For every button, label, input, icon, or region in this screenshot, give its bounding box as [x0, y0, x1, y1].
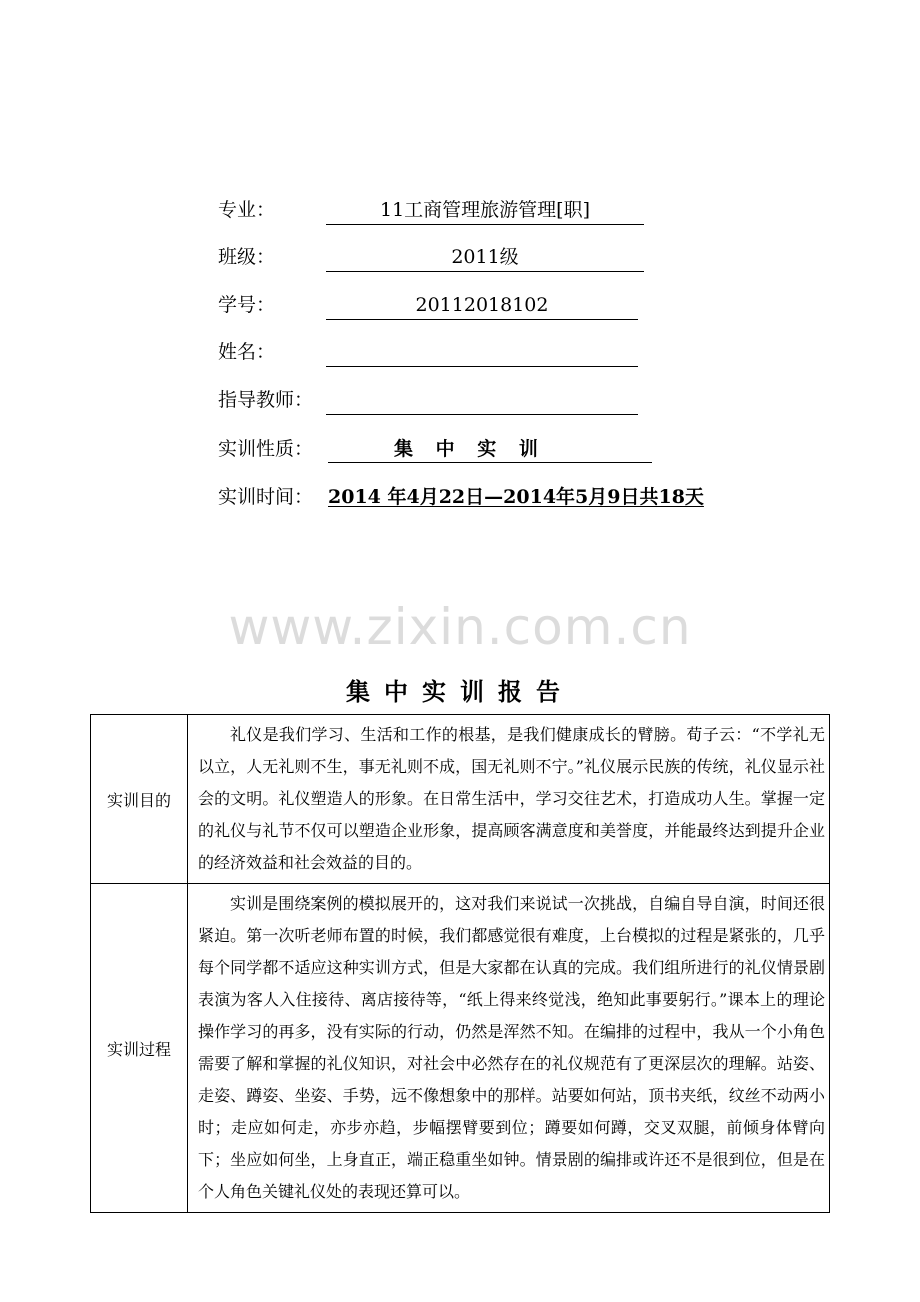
advisor-label: 指导教师：	[218, 389, 314, 411]
major-value: 11工商管理旅游管理[职]	[326, 195, 644, 225]
training-time-value: 2014 年4月22日—2014年5月9日共18天	[328, 486, 704, 508]
training-time-label: 实训时间：	[218, 486, 314, 508]
report-row-purpose	[91, 715, 830, 884]
purpose-text: 礼仪是我们学习、生活和工作的根基，是我们健康成长的臂膀。荀子云：“不学礼无以立，人无礼则不生，事无礼则不成，国无礼则不宁。”礼仪展示民族的传统，礼仪显示社会的文明。礼仪塑造人的形象。在日常生活中，学习交往艺术，打造成功人生。掌握一定的礼仪与礼节不仅可以塑造企业形象，提高顾客满意度和美誉度，并能最终达到提升企业的经济效益和社会效益的目的。	[188, 715, 830, 884]
purpose-label: 实训目的	[91, 715, 188, 884]
student-id-label: 学号：	[218, 294, 276, 316]
report-table	[90, 714, 830, 1213]
watermark: www.zixin.com.cn	[228, 598, 692, 656]
class-value: 2011级	[326, 242, 644, 272]
process-text: 实训是围绕案例的模拟展开的，这对我们来说试一次挑战，自编自导自演，时间还很紧迫。第一次听老师布置的时候，我们都感觉很有难度，上台模拟的过程是紧张的，几乎每个同学都不适应这种实训方式，但是大家都在认真的完成。我们组所进行的礼仪情景剧表演为客人入住接待、离店接待等，“纸上得来终觉浅，绝知此事要躬行。”课本上的理论操作学习的再多，没有实际的行动，仍然是浑然不知。在编排的过程中，我从一个小角色需要了解和掌握的礼仪知识，对社会中必然存在的礼仪规范有了更深层次的理解。站姿、走姿、蹲姿、坐姿、手势，远不像想象中的那样。站要如何站，顶书夹纸，纹丝不动两小时；走应如何走，亦步亦趋，步幅摆臂要到位；蹲要如何蹲，交叉双腿，前倾身体臂向下；坐应如何坐，上身直正，端正稳重坐如钟。情景剧的编排或许还不是很到位，但是在个人角色关键礼仪处的表现还算可以。	[188, 884, 830, 1213]
major-label: 专业：	[218, 199, 276, 221]
report-row-process	[91, 884, 830, 1213]
advisor-value	[326, 385, 638, 415]
student-id-value: 20112018102	[326, 290, 638, 320]
training-type-label: 实训性质：	[218, 438, 314, 460]
report-title: 集中实训报告	[346, 678, 574, 706]
training-type-value: 集 中 实 训	[328, 434, 652, 463]
process-label: 实训过程	[91, 884, 188, 1213]
class-label: 班级：	[218, 246, 276, 268]
name-value	[326, 337, 638, 367]
name-label: 姓名：	[218, 341, 276, 363]
